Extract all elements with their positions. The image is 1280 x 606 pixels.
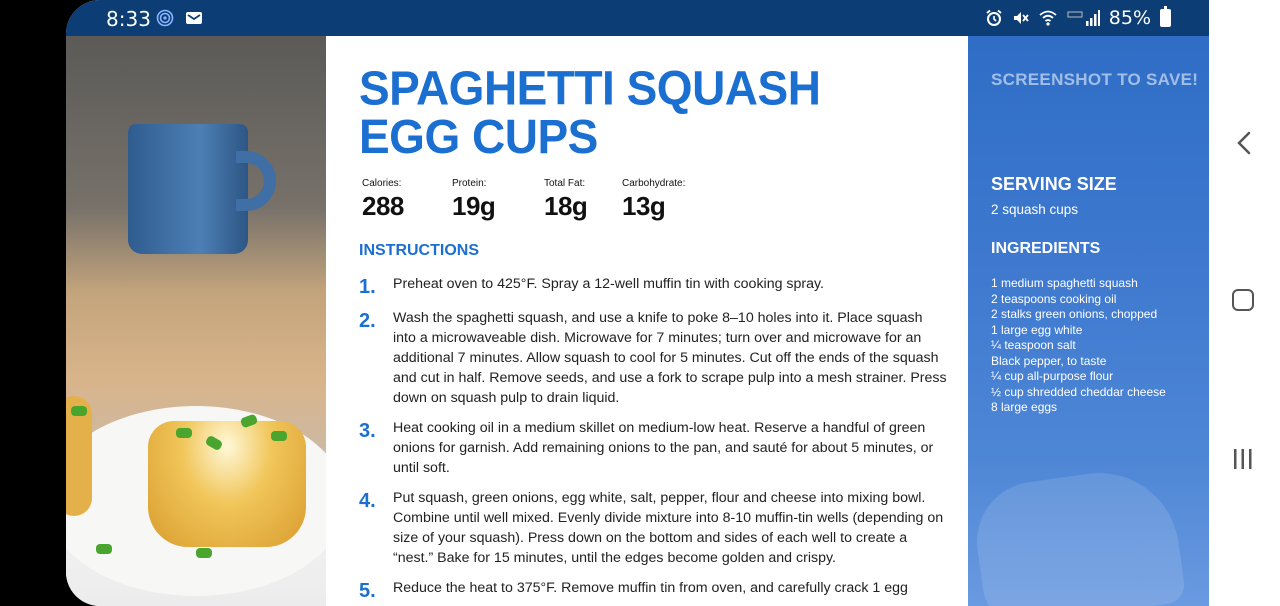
instruction-step [359,578,949,602]
cell-signal-icon [1066,9,1100,27]
nutrition-label: Calories: [362,178,402,189]
nutrition-carbohydrate [622,178,712,222]
app-screen [66,0,1209,606]
step-text: Reduce the heat to 375°F. Remove muffin tin from oven, and carefully crack 1 egg [393,580,908,596]
screenshot-banner: SCREENSHOT TO SAVE! [991,70,1199,89]
signal-icon [156,9,174,27]
step-text: Put squash, green onions, egg white, salt, pepper, flour and cheese into mixing bowl. Combine until well mixed. Evenly divide mixture into 8-10 muffin-tin wells (depending on size of your squash). Press down on the bottom and sides of each well to create a “nest.” Bake for 15 minutes, until the edges become golden and crispy. [393,490,944,566]
photo-garnish [271,431,287,441]
step-number: 5. [359,580,376,602]
photo-garnish [196,548,212,558]
nutrition-label: Carbohydrate: [622,178,686,189]
step-text: Wash the spaghetti squash, and use a knife to poke 8–10 holes into it. Place squash into a microwaveable dish. Microwave for 7 minutes; turn over and microwave for an additional 7 minutes. Allow squash to cool for 5 minutes. Cut off the ends of the squash and cut in half. Remove seeds, and use a fork to scrape pulp into a mesh strainer. Press down on squash pulp to drain liquid. [393,310,947,406]
recipe-photo [66,36,326,606]
ingredient-item: 1 large egg white [991,322,1083,337]
sidebar-decoration [969,463,1187,606]
serving-size-value: 2 squash cups [991,202,1079,217]
instruction-step [359,488,949,568]
photo-mug-handle [236,151,276,211]
recipe-sidebar [968,36,1209,606]
nutrition-value: 18g [544,191,588,221]
nutrition-label: Total Fat: [544,178,586,189]
nutrition-calories [362,178,452,222]
ingredients-heading: INGREDIENTS [991,240,1101,257]
nutrition-label: Protein: [452,178,487,189]
step-number: 2. [359,310,376,332]
nav-home-icon[interactable] [1232,289,1254,311]
status-right [985,7,1171,29]
ingredient-item: 8 large eggs [991,400,1058,414]
serving-size-heading: SERVING SIZE [991,174,1117,194]
recipe-title-line1: SPAGHETTI SQUASH [359,60,821,116]
step-number: 4. [359,490,376,512]
nutrition-total-fat [544,178,622,222]
mute-icon [1012,9,1030,27]
step-number: 1. [359,276,376,298]
recipe-content [326,36,968,606]
nutrition-value: 19g [452,191,496,221]
instructions-list [359,274,949,606]
status-time: 8:33 [106,7,151,31]
photo-garnish [71,406,87,416]
ingredient-item: ¼ teaspoon salt [991,338,1076,352]
instruction-step [359,274,949,298]
nutrition-value: 13g [622,191,666,221]
nutrition-value: 288 [362,191,404,221]
photo-garnish [176,428,192,438]
battery-percent: 85% [1108,7,1151,29]
recipe-title [359,60,959,164]
nutrition-facts [362,178,712,222]
step-number: 3. [359,420,376,442]
ingredient-item: Black pepper, to taste [991,353,1107,368]
step-text: Heat cooking oil in a medium skillet on medium-low heat. Reserve a handful of green onions for garnish. Add remaining onions to the pan, and sauté for about 5 minutes, or until soft. [393,420,934,476]
instructions-heading: INSTRUCTIONS [359,242,479,259]
status-bar [66,0,1209,36]
email-icon [185,9,203,27]
ingredient-item: 2 teaspoons cooking oil [991,291,1117,306]
nav-recent-icon[interactable] [1232,448,1254,470]
ingredient-item: 2 stalks green onions, chopped [991,307,1158,321]
alarm-icon [985,9,1003,27]
wifi-icon [1039,9,1057,27]
ingredient-item: ½ cup shredded cheddar cheese [991,384,1166,399]
recipe-title-line2: EGG CUPS [359,108,598,164]
photo-garnish [96,544,112,554]
battery-icon [1160,9,1171,27]
nutrition-protein [452,178,544,222]
ingredient-item: ¼ cup all-purpose flour [991,369,1114,383]
instruction-step [359,308,949,408]
ingredient-item: 1 medium spaghetti squash [991,276,1138,290]
nav-back-icon[interactable] [1235,130,1253,156]
photo-mug [128,124,248,254]
step-text: Preheat oven to 425°F. Spray a 12-well muffin tin with cooking spray. [393,276,824,292]
ingredients-list [991,276,1166,416]
instruction-step [359,418,949,478]
